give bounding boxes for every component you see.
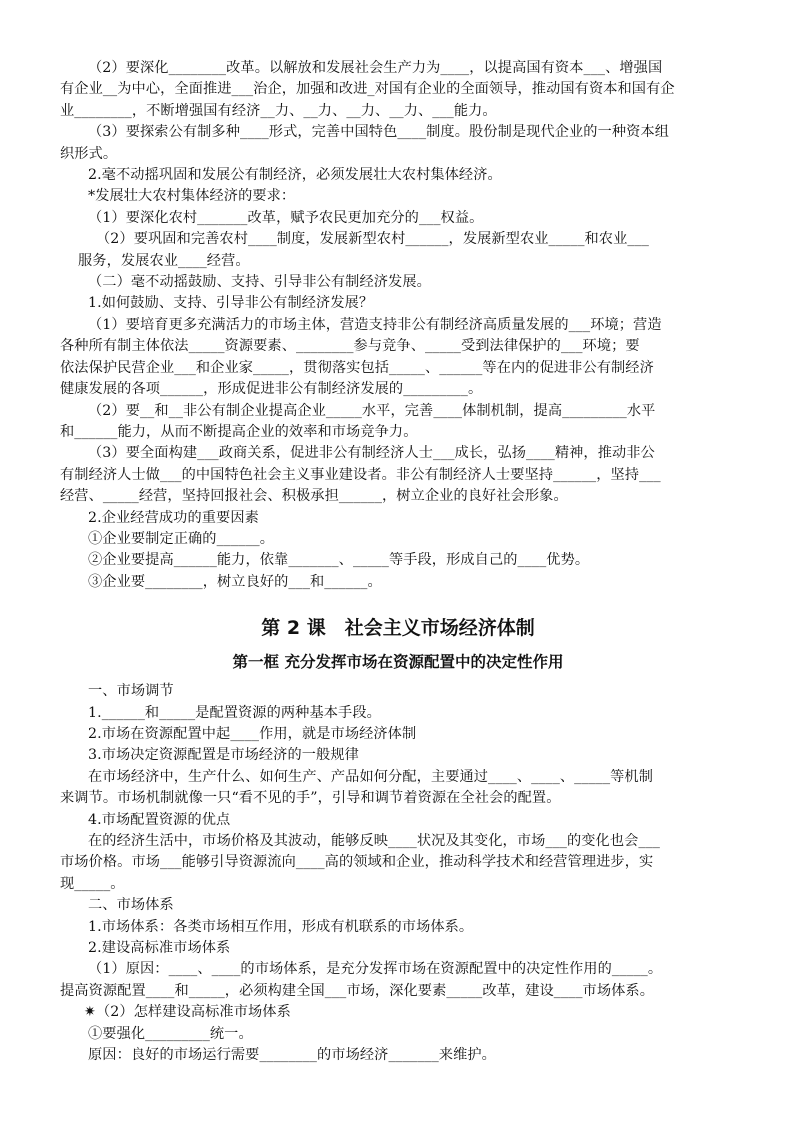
text-line: 现_____。 xyxy=(60,875,125,892)
text-line: （二）毫不动摇鼓励、支持、引导非公有制经济发展。 xyxy=(88,274,431,291)
text-line: 2.毫不动摇巩固和发展公有制经济，必须发展壮大农村集体经济。 xyxy=(88,167,502,184)
text-line: 有企业__为中心，全面推进___治企，加强和改进_对国有企业的全面领导，推动国有资本和国有企 xyxy=(60,81,675,98)
text-line: 2.市场在资源配置中起____作用，就是市场经济体制 xyxy=(88,725,417,742)
text-line: 业________，不断增强国有经济__力、__力、__力、__力、___能力。 xyxy=(60,102,497,119)
text-line: （3）要全面构建___政商关系，促进非公有制经济人士___成长，弘扬____精神，推动非公 xyxy=(88,445,655,462)
text-line: *发展壮大农村集体经济的要求： xyxy=(88,188,296,205)
text-line: 来调节。市场机制就像一只“看不见的手”，引导和调节着资源在全社会的配置。 xyxy=(60,790,561,807)
text-line: 1.市场体系：各类市场相互作用，形成有机联系的市场体系。 xyxy=(88,918,474,935)
text-line: 在市场经济中，生产什么、如何生产、产品如何分配，主要通过____、____、_____等机制 xyxy=(88,768,654,785)
text-line: 2.建设高标准市场体系 xyxy=(88,940,231,957)
section-heading: 一、市场调节 xyxy=(88,683,174,700)
text-line: ③企业要________，树立良好的___和______。 xyxy=(88,573,382,590)
section-heading: 二、市场体系 xyxy=(88,897,174,914)
text-line: （1）原因：____、____的市场体系，是充分发挥市场在资源配置中的决定性作用的_____。 xyxy=(88,961,663,978)
text-line: 依法保护民营企业___和企业家_____，贯彻落实包括_____、______等在内的促进非公有制经济 xyxy=(60,359,654,376)
text-line: 1.如何鼓励、支持、引导非公有制经济发展？ xyxy=(88,295,374,312)
text-line: 提高资源配置____和_____，必须构建全国___市场，深化要素_____改革，建设____市场体系。 xyxy=(60,982,654,999)
text-line: 服务，发展农业____经营。 xyxy=(78,252,250,269)
text-line: ✷（2）怎样建设高标准市场体系 xyxy=(84,1004,291,1021)
text-line: （3）要探索公有制多种____形式，完善中国特色____制度。股份制是现代企业的一种资本组 xyxy=(88,124,670,141)
text-line: （1）要深化农村_______改革，赋予农民更加充分的___权益。 xyxy=(88,209,484,226)
text-line: 各种所有制主体依法_____资源要素、________参与竞争、_____受到法律保护的___环境；要 xyxy=(60,338,640,355)
text-line: ①要强化_________统一。 xyxy=(88,1025,253,1042)
text-line: （2）要巩固和完善农村____制度，发展新型农村______，发展新型农业_____和农业___ xyxy=(96,231,649,248)
text-line: 和______能力，从而不断提高企业的效率和市场竞争力。 xyxy=(60,423,418,440)
text-line: （2）要深化________改革。以解放和发展社会生产力为____，以提高国有资本___、增强国 xyxy=(88,60,663,76)
text-line: 织形式。 xyxy=(60,145,118,162)
text-line: 健康发展的各项______，形成促进非公有制经济发展的_________。 xyxy=(60,381,483,398)
text-line: 4.市场配置资源的优点 xyxy=(88,811,231,828)
text-line: 原因：良好的市场运行需要________的市场经济_______来维护。 xyxy=(88,1047,496,1064)
text-line: 市场价格。市场___能够引导资源流向____高的领域和企业，推动科学技术和经营管理进步，实 xyxy=(60,854,654,871)
text-line: （2）要__和__非公有制企业提高企业_____水平，完善____体制机制，提高_________水平 xyxy=(88,402,656,419)
text-line: 2.企业经营成功的重要因素 xyxy=(88,509,259,526)
text-line: ②企业要提高______能力，依靠_______、_____等手段，形成自己的____优势。 xyxy=(88,552,590,569)
lesson-title: 第 2 课 社会主义市场经济体制 xyxy=(261,617,535,640)
text-line: 3.市场决定资源配置是市场经济的一般规律 xyxy=(88,747,359,764)
text-line: （1）要培育更多充满活力的市场主体，营造支持非公有制经济高质量发展的___环境；营造 xyxy=(88,316,662,333)
text-line: 有制经济人士做___的中国特色社会主义事业建设者。非公有制经济人士要坚持______，坚持___ xyxy=(60,466,661,483)
frame-title: 第一框 充分发挥市场在资源配置中的决定性作用 xyxy=(232,653,564,672)
text-line: 1.______和_____是配置资源的两种基本手段。 xyxy=(88,704,381,721)
text-line: 经营、_____经营，坚持回报社会、积极承担______，树立企业的良好社会形象。 xyxy=(60,488,568,505)
document-content xyxy=(60,58,736,1066)
text-line: ①企业要制定正确的______。 xyxy=(88,530,275,547)
text-line: 在的经济生活中，市场价格及其波动，能够反映____状况及其变化，市场___的变化也会___ xyxy=(88,833,661,849)
